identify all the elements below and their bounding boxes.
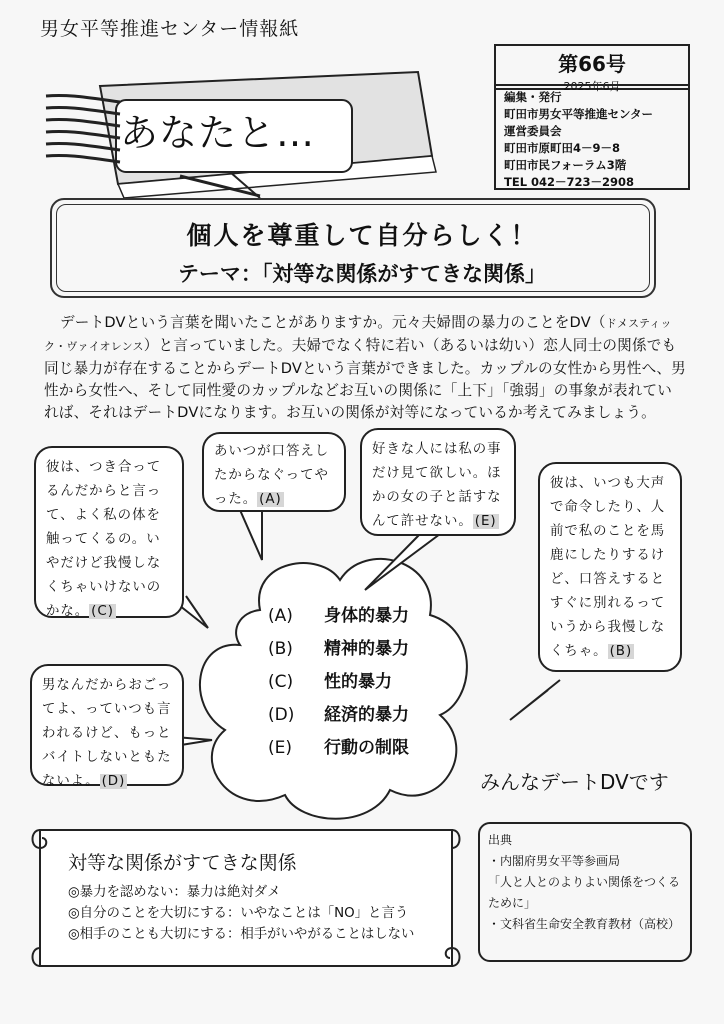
speech-bubble-e: 好きな人には私の事だけ見て欲しい。ほかの女の子と話すなんて許せない。 (E) (360, 428, 516, 536)
speech-bubble-c: 彼は、つき合ってるんだからと言って、よく私の体を触ってくるの。いやだけど我慢しなくちゃいけないのかな。 (C) (34, 446, 184, 618)
scroll-list (68, 882, 414, 945)
headline-title: 個人を尊重して自分らしく！ (186, 221, 538, 250)
violence-type-list (268, 600, 409, 765)
headline-theme: テーマ：「対等な関係がすてきな関係」 (177, 262, 547, 286)
scroll-item: ◎相手のことも大切にする：相手がいやがることはしない (68, 927, 415, 942)
source-item: ・文科省生命安全教育教材（高校） (488, 917, 681, 931)
info-line: 町田市男女平等推進センター (504, 107, 654, 121)
info-line: 編集・発行 (504, 90, 562, 104)
violence-type-item: (C) 性的暴力 (268, 672, 392, 692)
info-line: 町田市民フォーラム3階 (504, 158, 627, 172)
publication-title: 男女平等推進センター情報紙 (40, 18, 300, 40)
source-item: ・内閣府男女平等参画局 (488, 854, 621, 868)
intro-paragraph: デートDVという言葉を聞いたことがありますか。元々夫婦間の暴力のことをDV（ドメスティック・ヴァイオレンス）と言っていました。夫婦でなく特に若い（あるいは幼い）恋人同士の関係でも同じ暴力が存在することからデートDVという言葉ができました。カップルの女性から男性へ、男性から女性へ、そして同性愛のカップルなどお互いの関係に「上下」「強弱」の事象が表れていれば、それはデートDVになります。お互いの関係が対等になっているか考えてみましょう。 (44, 314, 686, 421)
scroll-item: ◎自分のことを大切にする：いやなことは「NO」と言う (68, 906, 409, 921)
violence-type-item: (A) 身体的暴力 (268, 606, 409, 626)
info-line: 町田市原町田4－9－8 (504, 141, 621, 155)
source-box (478, 822, 692, 962)
speech-bubble-a: あいつが口答えしたからなぐってやった。 (A) (202, 432, 346, 512)
cloud-caption: みんなデートDVです (480, 770, 669, 794)
violence-type-item: (D) 経済的暴力 (268, 705, 409, 725)
source-item: 「人と人とのよりよい関係をつくるために」 (488, 875, 681, 910)
violence-type-item: (E) 行動の制限 (268, 738, 409, 758)
banner-title: あなたと… (120, 111, 316, 155)
speech-bubble-d: 男なんだからおごってよ、っていつも言われるけど、もっとバイトしないともたないよ。 (D) (30, 664, 184, 786)
info-line: 運営委員会 (504, 124, 562, 138)
info-line: TEL 042－723－2908 (504, 175, 635, 189)
violence-type-item: (B) 精神的暴力 (268, 639, 409, 659)
scroll-item: ◎暴力を認めない：暴力は絶対ダメ (68, 885, 281, 900)
scroll-title: 対等な関係がすてきな関係 (68, 852, 297, 874)
source-heading: 出典 (488, 833, 513, 847)
speech-bubble-b: 彼は、いつも大声で命令したり、人前で私のことを馬鹿にしたりするけど、口答えするとすぐに別れるっていうから我慢しなくちゃ。 (B) (538, 462, 682, 672)
issue-date: 2025年6月 (563, 80, 621, 93)
issue-number: 第66号 (558, 52, 626, 76)
